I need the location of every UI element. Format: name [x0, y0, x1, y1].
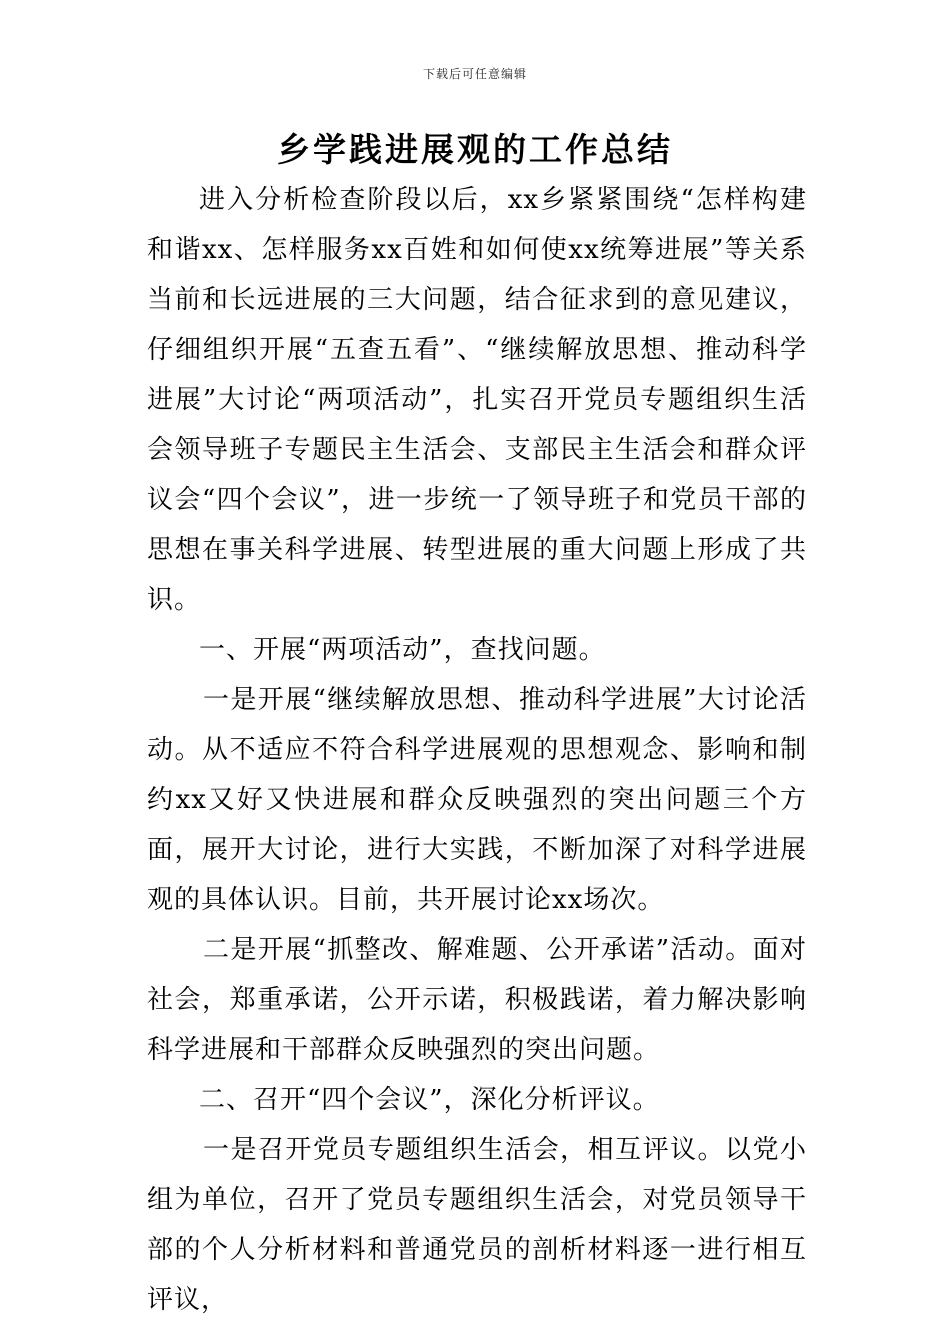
- paragraph-2-1: 一是召开党员专题组织生活会，相互评议。以党小组为单位，召开了党员专题组织生活会，对党员领导干部的个人分析材料和普通党员的剖析材料逐一进行相互评议，: [147, 1135, 807, 1315]
- section-heading-1: 一、开展“两项活动”，查找问题。: [199, 635, 606, 665]
- document-title: 乡学践进展观的工作总结: [277, 130, 673, 169]
- header-note: 下载后可任意编辑: [422, 67, 527, 81]
- paragraph-1-2: 二是开展“抓整改、解难题、公开承诺”活动。面对社会，郑重承诺，公开示诺，积极践诺，着力解决影响科学进展和干部群众反映强烈的突出问题。: [147, 935, 807, 1065]
- document-body: [147, 175, 807, 1325]
- paragraph-1-1: 一是开展“继续解放思想、推动科学进展”大讨论活动。从不适应不符合科学进展观的思想观念、影响和制约xx又好又快进展和群众反映强烈的突出问题三个方面，展开大讨论，进行大实践，不断加深了对科学进展观的具体认识。目前，共开展讨论xx场次。: [147, 685, 807, 915]
- section-heading-2: 二、召开“四个会议”，深化分析评议。: [199, 1085, 660, 1115]
- paragraph-intro: 进入分析检查阶段以后，xx乡紧紧围绕“怎样构建和谐xx、怎样服务xx百姓和如何使xx统筹进展”等关系当前和长远进展的三大问题，结合征求到的意见建议，仔细组织开展“五查五看”、“继续解放思想、推动科学进展”大讨论“两项活动”，扎实召开党员专题组织生活会领导班子专题民主生活会、支部民主生活会和群众评议会“四个会议”，进一步统一了领导班子和党员干部的思想在事关科学进展、转型进展的重大问题上形成了共识。: [147, 185, 807, 615]
